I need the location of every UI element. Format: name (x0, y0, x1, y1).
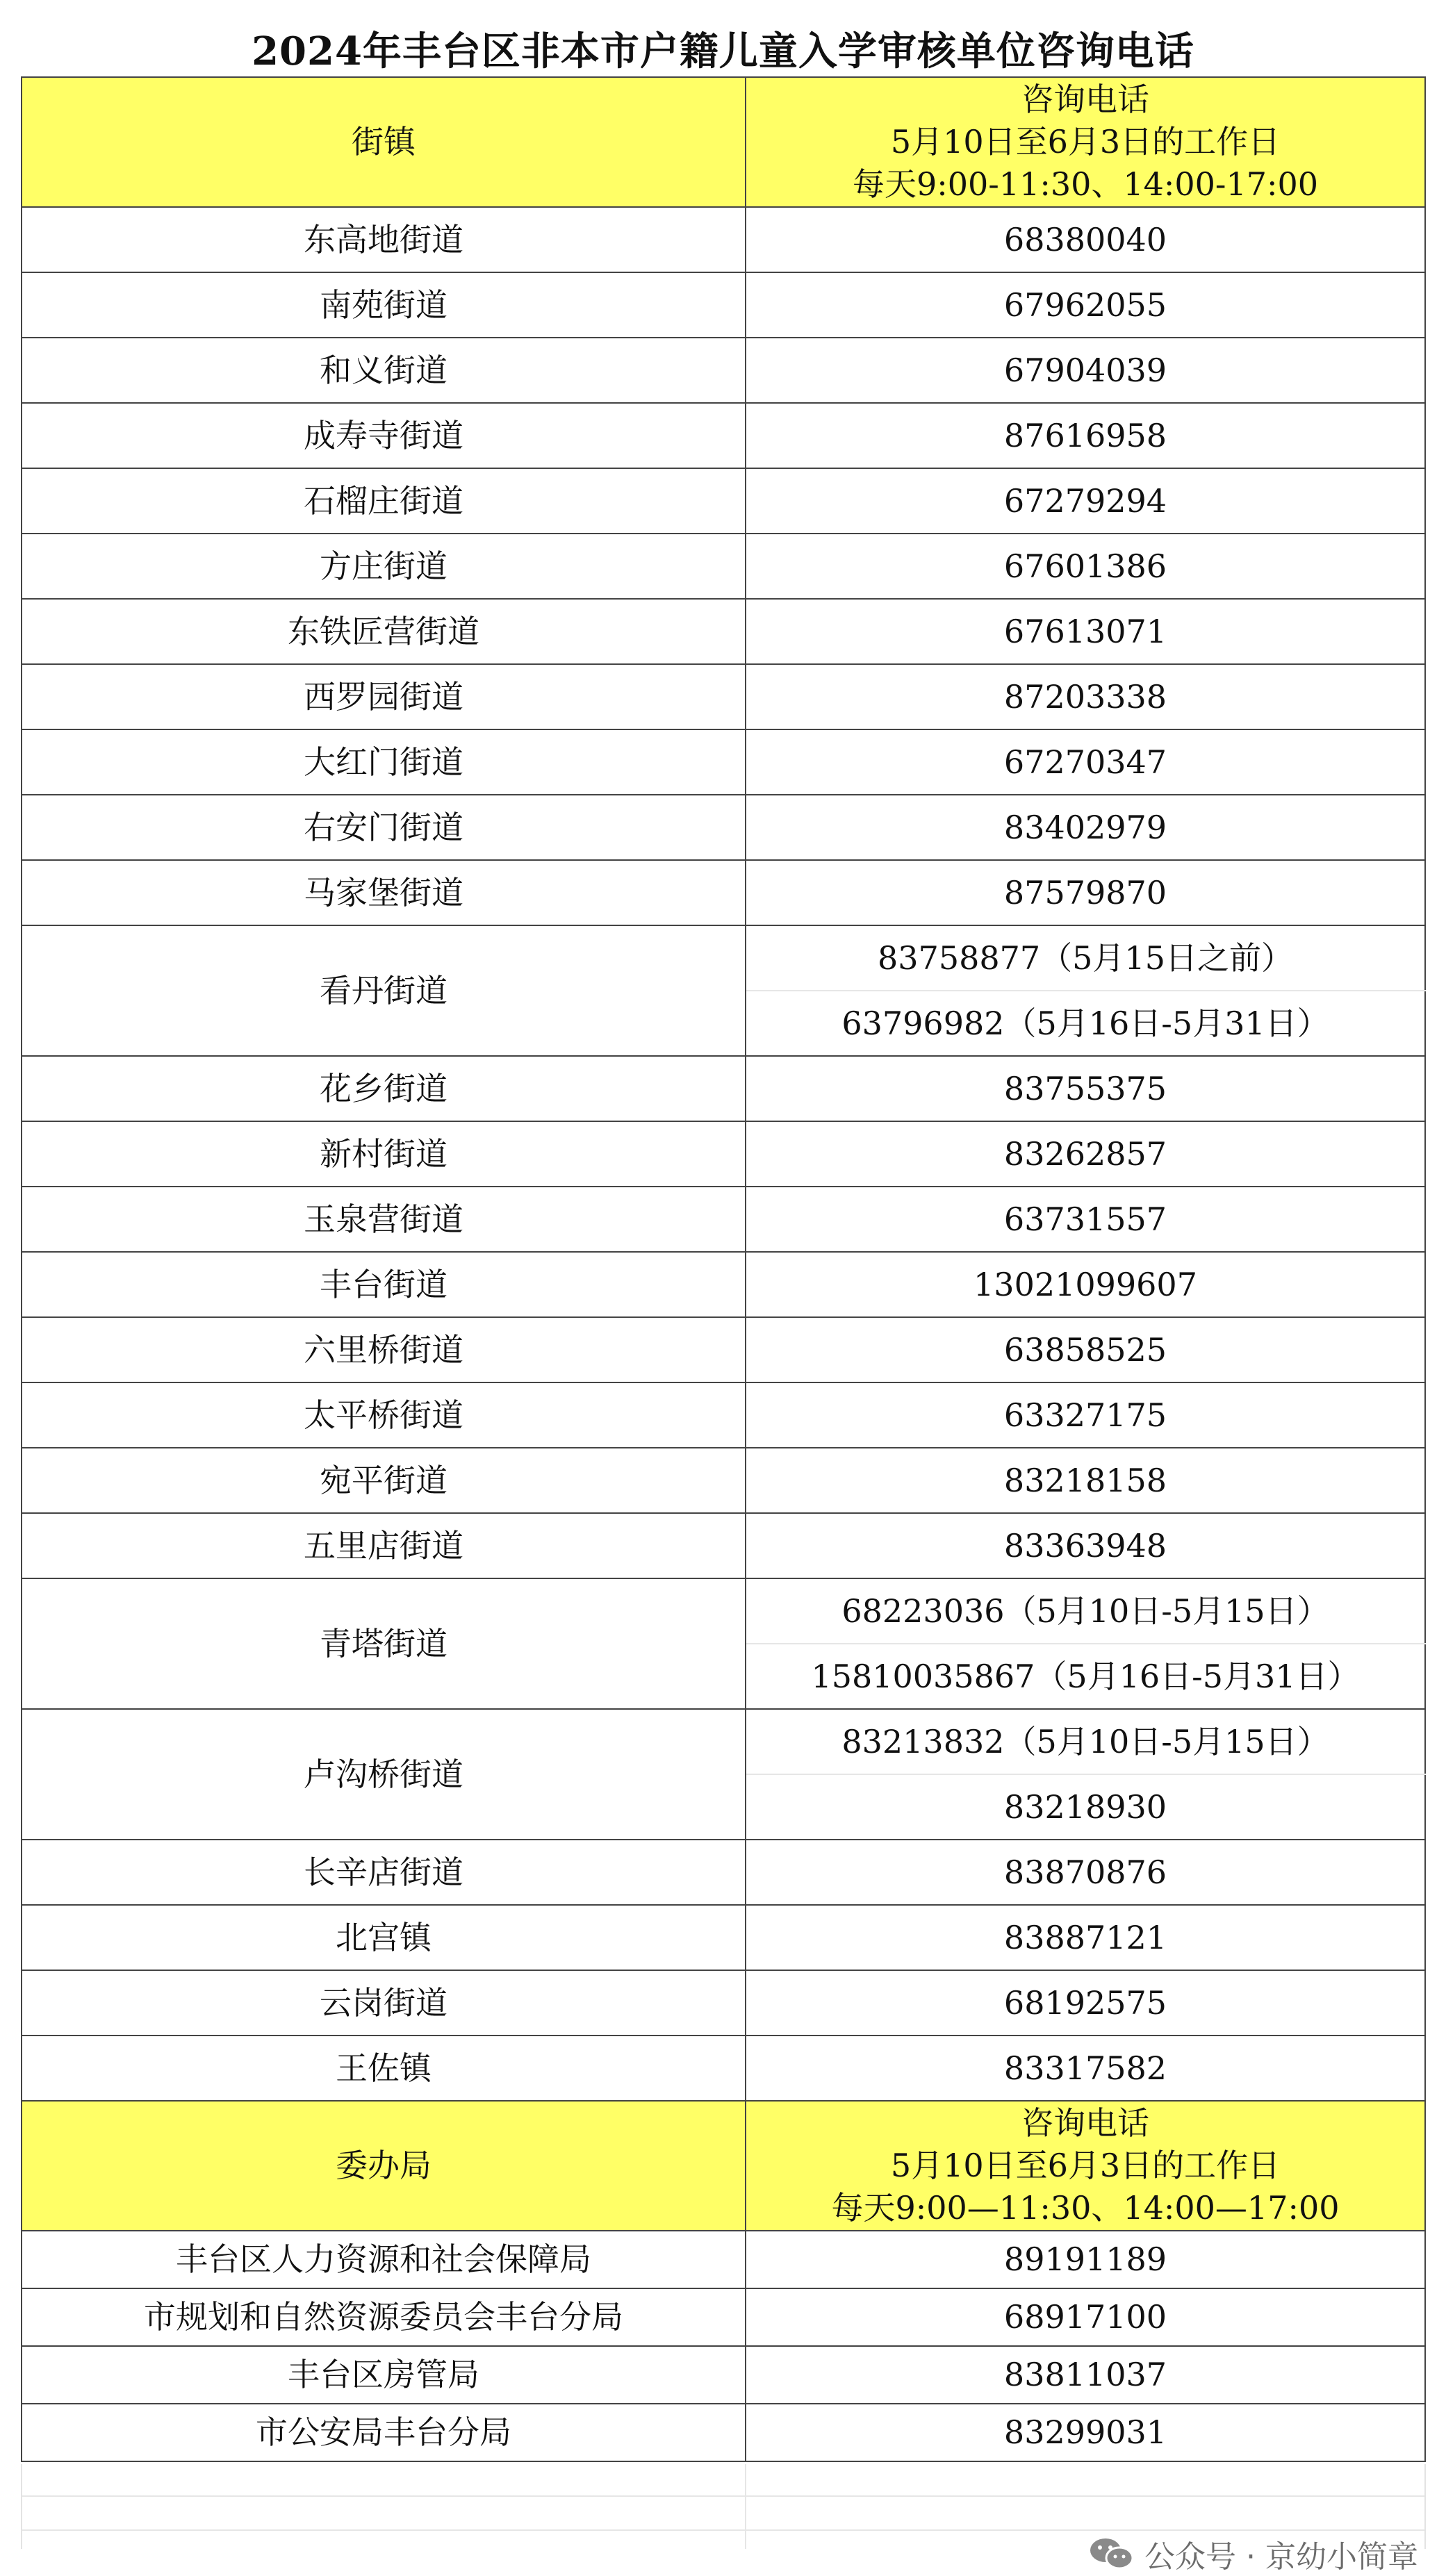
street-name: 西罗园街道 (22, 664, 746, 729)
table-row (22, 1187, 1425, 1252)
street-name: 和义街道 (22, 338, 746, 403)
phone-number: 67962055 (746, 272, 1425, 338)
table-row (22, 1056, 1425, 1121)
table-row (22, 2231, 1425, 2288)
phone-number: 83811037 (746, 2346, 1425, 2404)
table-row (22, 1578, 1425, 1644)
phone-number: 67601386 (746, 534, 1425, 599)
phone-number: 83218930 (746, 1774, 1425, 1840)
phone-number: 15810035867（5月16日-5月31日） (746, 1644, 1425, 1709)
table-row (22, 207, 1425, 272)
table-row (22, 2346, 1425, 2404)
phone-number: 13021099607 (746, 1252, 1425, 1317)
street-name: 石榴庄街道 (22, 468, 746, 534)
street-name: 右安门街道 (22, 795, 746, 860)
phone-number: 67279294 (746, 468, 1425, 534)
phone-number: 63858525 (746, 1317, 1425, 1382)
street-name: 东铁匠营街道 (22, 599, 746, 664)
phone-number: 68192575 (746, 1970, 1425, 2036)
street-name: 五里店街道 (22, 1513, 746, 1578)
street-name: 北宫镇 (22, 1905, 746, 1970)
street-name: 新村街道 (22, 1121, 746, 1187)
street-name: 太平桥街道 (22, 1382, 746, 1448)
street-name: 方庄街道 (22, 534, 746, 599)
street-name: 六里桥街道 (22, 1317, 746, 1382)
street-name: 王佐镇 (22, 2036, 746, 2101)
wechat-icon (1089, 2536, 1135, 2571)
table-row (22, 925, 1425, 991)
section2-header-row (22, 2101, 1425, 2231)
table-row (22, 2288, 1425, 2346)
phone-table (21, 76, 1426, 2462)
phone-number: 67904039 (746, 338, 1425, 403)
street-name: 云岗街道 (22, 1970, 746, 2036)
street-name: 丰台街道 (22, 1252, 746, 1317)
section1-header-row (22, 77, 1425, 207)
phone-number: 83317582 (746, 2036, 1425, 2101)
bureau-name: 丰台区房管局 (22, 2346, 746, 2404)
phone-number: 83299031 (746, 2404, 1425, 2461)
table-row (22, 1709, 1425, 1774)
table-row (22, 795, 1425, 860)
table-row (22, 272, 1425, 338)
phone-number: 83262857 (746, 1121, 1425, 1187)
street-name: 南苑街道 (22, 272, 746, 338)
street-name: 成寿寺街道 (22, 403, 746, 468)
street-name: 青塔街道 (22, 1578, 746, 1709)
phone-header-line: 5月10日至6月3日的工作日 (890, 2147, 1281, 2184)
phone-number: 83755375 (746, 1056, 1425, 1121)
table-row (22, 338, 1425, 403)
table-row (22, 1317, 1425, 1382)
street-name: 马家堡街道 (22, 860, 746, 925)
street-name: 东高地街道 (22, 207, 746, 272)
phone-number: 83363948 (746, 1513, 1425, 1578)
street-name: 大红门街道 (22, 729, 746, 795)
phone-header-line: 每天9:00-11:30、14:00-17:00 (852, 165, 1319, 203)
bureau-name: 市规划和自然资源委员会丰台分局 (22, 2288, 746, 2346)
street-column-header: 街镇 (22, 77, 746, 207)
phone-header-line: 每天9:00—11:30、14:00—17:00 (831, 2189, 1340, 2227)
phone-number: 89191189 (746, 2231, 1425, 2288)
phone-number: 83758877（5月15日之前） (746, 925, 1425, 991)
phone-number: 87616958 (746, 403, 1425, 468)
page-title: 2024年丰台区非本市户籍儿童入学审核单位咨询电话 (252, 28, 1194, 74)
phone-number: 83218158 (746, 1448, 1425, 1513)
table-row (22, 403, 1425, 468)
bureau-name: 市公安局丰台分局 (22, 2404, 746, 2461)
table-row (22, 1513, 1425, 1578)
street-name: 花乡街道 (22, 1056, 746, 1121)
phone-number: 87203338 (746, 664, 1425, 729)
street-name: 长辛店街道 (22, 1840, 746, 1905)
table-row (22, 534, 1425, 599)
phone-column-header (746, 2101, 1425, 2231)
street-name: 宛平街道 (22, 1448, 746, 1513)
street-name: 玉泉营街道 (22, 1187, 746, 1252)
table-row (22, 729, 1425, 795)
phone-number: 63327175 (746, 1382, 1425, 1448)
phone-number: 68380040 (746, 207, 1425, 272)
table-row (22, 1252, 1425, 1317)
phone-number: 63796982（5月16日-5月31日） (746, 991, 1425, 1056)
street-name: 看丹街道 (22, 925, 746, 1056)
watermark-text: 公众号 · 京幼小简章 (1144, 2539, 1418, 2575)
table-row (22, 860, 1425, 925)
bureau-column-header: 委办局 (22, 2101, 746, 2231)
phone-number: 68223036（5月10日-5月15日） (746, 1578, 1425, 1644)
phone-column-header (746, 77, 1425, 207)
table-row (22, 1382, 1425, 1448)
table-row (22, 1121, 1425, 1187)
phone-number: 83213832（5月10日-5月15日） (746, 1709, 1425, 1774)
phone-header-line: 咨询电话 (1021, 2104, 1149, 2142)
table-row (22, 468, 1425, 534)
phone-number: 67613071 (746, 599, 1425, 664)
table-row (22, 1905, 1425, 1970)
table-row (22, 1970, 1425, 2036)
bureau-name: 丰台区人力资源和社会保障局 (22, 2231, 746, 2288)
phone-number: 83887121 (746, 1905, 1425, 1970)
table-row (22, 2036, 1425, 2101)
phone-number: 67270347 (746, 729, 1425, 795)
table-row (22, 1448, 1425, 1513)
phone-number: 68917100 (746, 2288, 1425, 2346)
watermark (1089, 2533, 1418, 2575)
phone-number: 83402979 (746, 795, 1425, 860)
table-row (22, 599, 1425, 664)
phone-header-line: 5月10日至6月3日的工作日 (890, 123, 1281, 160)
phone-number: 83870876 (746, 1840, 1425, 1905)
phone-header-line: 咨询电话 (1021, 81, 1149, 118)
table-row (22, 2404, 1425, 2461)
table-row (22, 664, 1425, 729)
table-row (22, 1840, 1425, 1905)
phone-number: 87579870 (746, 860, 1425, 925)
phone-number: 63731557 (746, 1187, 1425, 1252)
street-name: 卢沟桥街道 (22, 1709, 746, 1840)
